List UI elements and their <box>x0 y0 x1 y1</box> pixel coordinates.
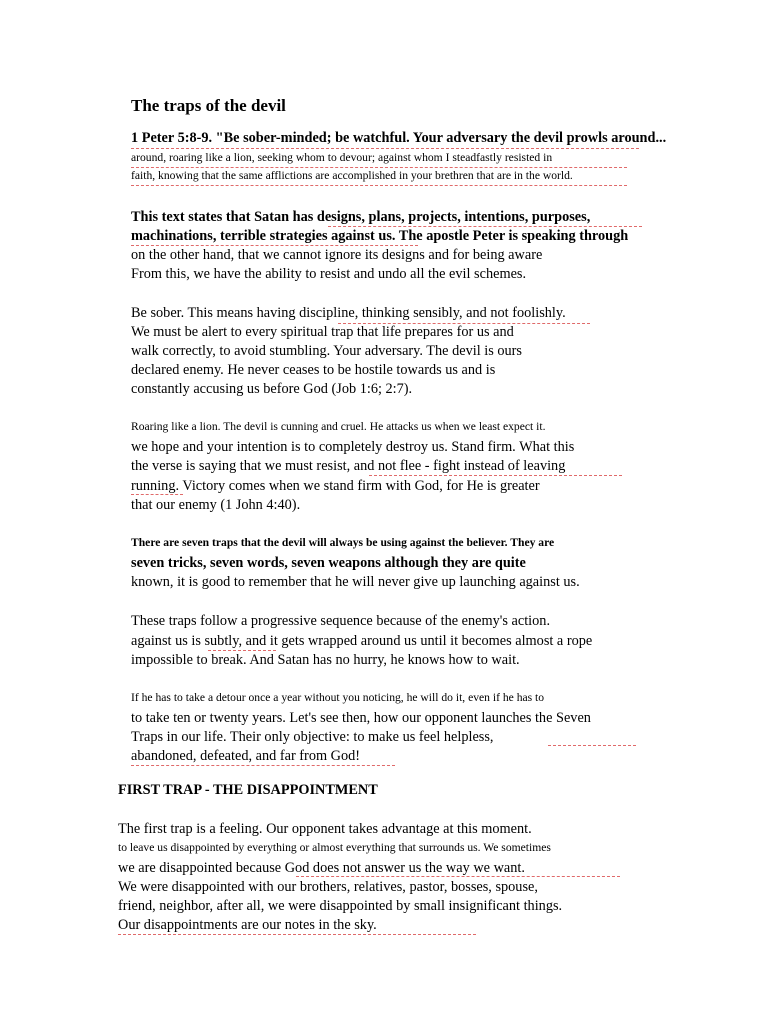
paragraph-line: abandoned, defeated, and far from God! <box>131 748 361 764</box>
paragraph-line: There are seven traps that the devil will always be using against the believer. They are <box>131 536 555 549</box>
paragraph-line: machinations, terrible strategies against us. The apostle Peter is speaking through <box>131 228 629 244</box>
paragraph-line: running. Victory comes when we stand firm with God, for He is greater <box>131 478 540 494</box>
grammar-underline <box>369 475 622 476</box>
paragraph-line: These traps follow a progressive sequence because of the enemy's action. <box>131 613 551 629</box>
grammar-underline <box>208 650 276 651</box>
section-heading: FIRST TRAP - THE DISAPPOINTMENT <box>118 782 378 798</box>
grammar-underline <box>296 876 620 877</box>
paragraph-line: constantly accusing us before God (Job 1:6; 2:7). <box>131 381 413 397</box>
grammar-underline <box>328 226 642 227</box>
paragraph-line: Roaring like a lion. The devil is cunning and cruel. He attacks us when we least expect it. <box>131 420 546 433</box>
grammar-underline <box>131 765 395 766</box>
paragraph-line: we are disappointed because God does not answer us the way we want. <box>118 860 525 876</box>
verse-line: faith, knowing that the same afflictions are accomplished in your brethren that are in the world. <box>131 169 573 182</box>
grammar-underline <box>118 934 476 935</box>
paragraph-line: From this, we have the ability to resist and undo all the evil schemes. <box>131 266 527 282</box>
paragraph-line: This text states that Satan has designs, plans, projects, intentions, purposes, <box>131 209 591 225</box>
paragraph-line: friend, neighbor, after all, we were disappointed by small insignificant things. <box>118 898 563 914</box>
grammar-underline <box>131 245 418 246</box>
grammar-underline <box>131 185 627 186</box>
grammar-underline <box>131 148 639 149</box>
paragraph-line: known, it is good to remember that he will never give up launching against us. <box>131 574 580 590</box>
paragraph-line: seven tricks, seven words, seven weapons although they are quite <box>131 555 526 571</box>
paragraph-line: against us is subtly, and it gets wrapped around us until it becomes almost a rope <box>131 633 593 649</box>
paragraph-line: We were disappointed with our brothers, relatives, pastor, bosses, spouse, <box>118 879 538 895</box>
verse-line: 1 Peter 5:8-9. "Be sober-minded; be watchful. Your adversary the devil prowls around... <box>131 130 667 146</box>
paragraph-line: If he has to take a detour once a year without you noticing, he will do it, even if he has to <box>131 691 545 704</box>
paragraph-line: walk correctly, to avoid stumbling. Your adversary. The devil is ours <box>131 343 522 359</box>
paragraph-line: on the other hand, that we cannot ignore its designs and for being aware <box>131 247 543 263</box>
paragraph-line: Be sober. This means having discipline, thinking sensibly, and not foolishly. <box>131 305 566 321</box>
paragraph-line: Traps in our life. Their only objective: to make us feel helpless, <box>131 729 494 745</box>
paragraph-line: to take ten or twenty years. Let's see then, how our opponent launches the Seven <box>131 710 591 726</box>
paragraph-line: declared enemy. He never ceases to be hostile towards us and is <box>131 362 496 378</box>
paragraph-line: Our disappointments are our notes in the sky. <box>118 917 377 933</box>
paragraph-line: that our enemy (1 John 4:40). <box>131 497 301 513</box>
grammar-underline <box>338 323 590 324</box>
paragraph-line: to leave us disappointed by everything or almost everything that surrounds us. We sometimes <box>118 841 551 854</box>
document-title: The traps of the devil <box>131 96 286 115</box>
grammar-underline <box>131 167 627 168</box>
paragraph-line: The first trap is a feeling. Our opponent takes advantage at this moment. <box>118 821 532 837</box>
paragraph-line: We must be alert to every spiritual trap that life prepares for us and <box>131 324 514 340</box>
grammar-underline <box>131 494 183 495</box>
verse-line: around, roaring like a lion, seeking whom to devour; against whom I steadfastly resisted in <box>131 151 553 164</box>
grammar-underline <box>548 745 636 746</box>
paragraph-line: we hope and your intention is to completely destroy us. Stand firm. What this <box>131 439 575 455</box>
paragraph-line: impossible to break. And Satan has no hurry, he knows how to wait. <box>131 652 520 668</box>
paragraph-line: the verse is saying that we must resist, and not flee - fight instead of leaving <box>131 458 566 474</box>
